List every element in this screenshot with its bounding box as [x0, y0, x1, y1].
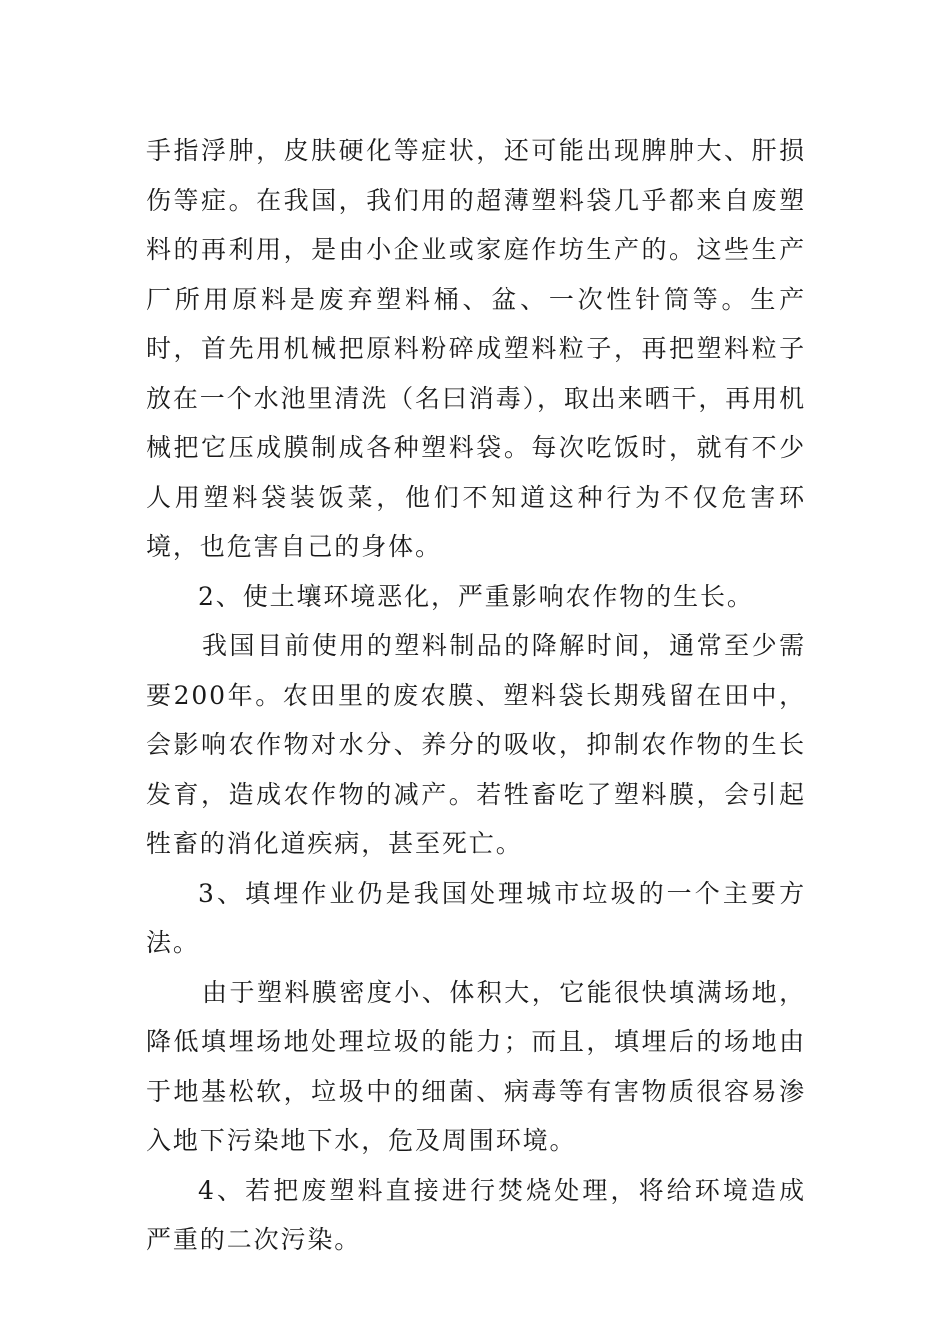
paragraph-continuation: 手指浮肿，皮肤硬化等症状，还可能出现脾肿大、肝损伤等症。在我国，我们用的超薄塑料袋几乎都来自废塑料的再利用，是由小企业或家庭作坊生产的。这些生产厂所用原料是废弃塑料桶、盆、一次性针筒等。生产时，首先用机械把原料粉碎成塑料粒子，再把塑料粒子放在一个水池里清洗（名曰消毒），取出来晒干，再用机械把它压成膜制成各种塑料袋。每次吃饭时，就有不少人用塑料袋装饭菜，他们不知道这种行为不仅危害环境，也危害自己的身体。	[146, 136, 807, 561]
section-heading-4: 4、若把废塑料直接进行焚烧处理，将给环境造成严重的二次污染。	[146, 1175, 806, 1254]
section-heading-3: 3、填埋作业仍是我国处理城市垃圾的一个主要方法。	[146, 878, 806, 957]
paragraph-soil: 我国目前使用的塑料制品的降解时间，通常至少需要200年。农田里的废农膜、塑料袋长期残留在田中，会影响农作物对水分、养分的吸收，抑制农作物的生长发育，造成农作物的减产。若牲畜吃了塑料膜，会引起牲畜的消化道疾病，甚至死亡。	[146, 631, 806, 858]
section-heading-2: 2、使土壤环境恶化，严重影响农作物的生长。	[198, 581, 754, 611]
document-body	[146, 126, 806, 1265]
paragraph-landfill: 由于塑料膜密度小、体积大，它能很快填满场地，降低填埋场地处理垃圾的能力；而且，填埋后的场地由于地基松软，垃圾中的细菌、病毒等有害物质很容易渗入地下污染地下水，危及周围环境。	[146, 977, 806, 1155]
